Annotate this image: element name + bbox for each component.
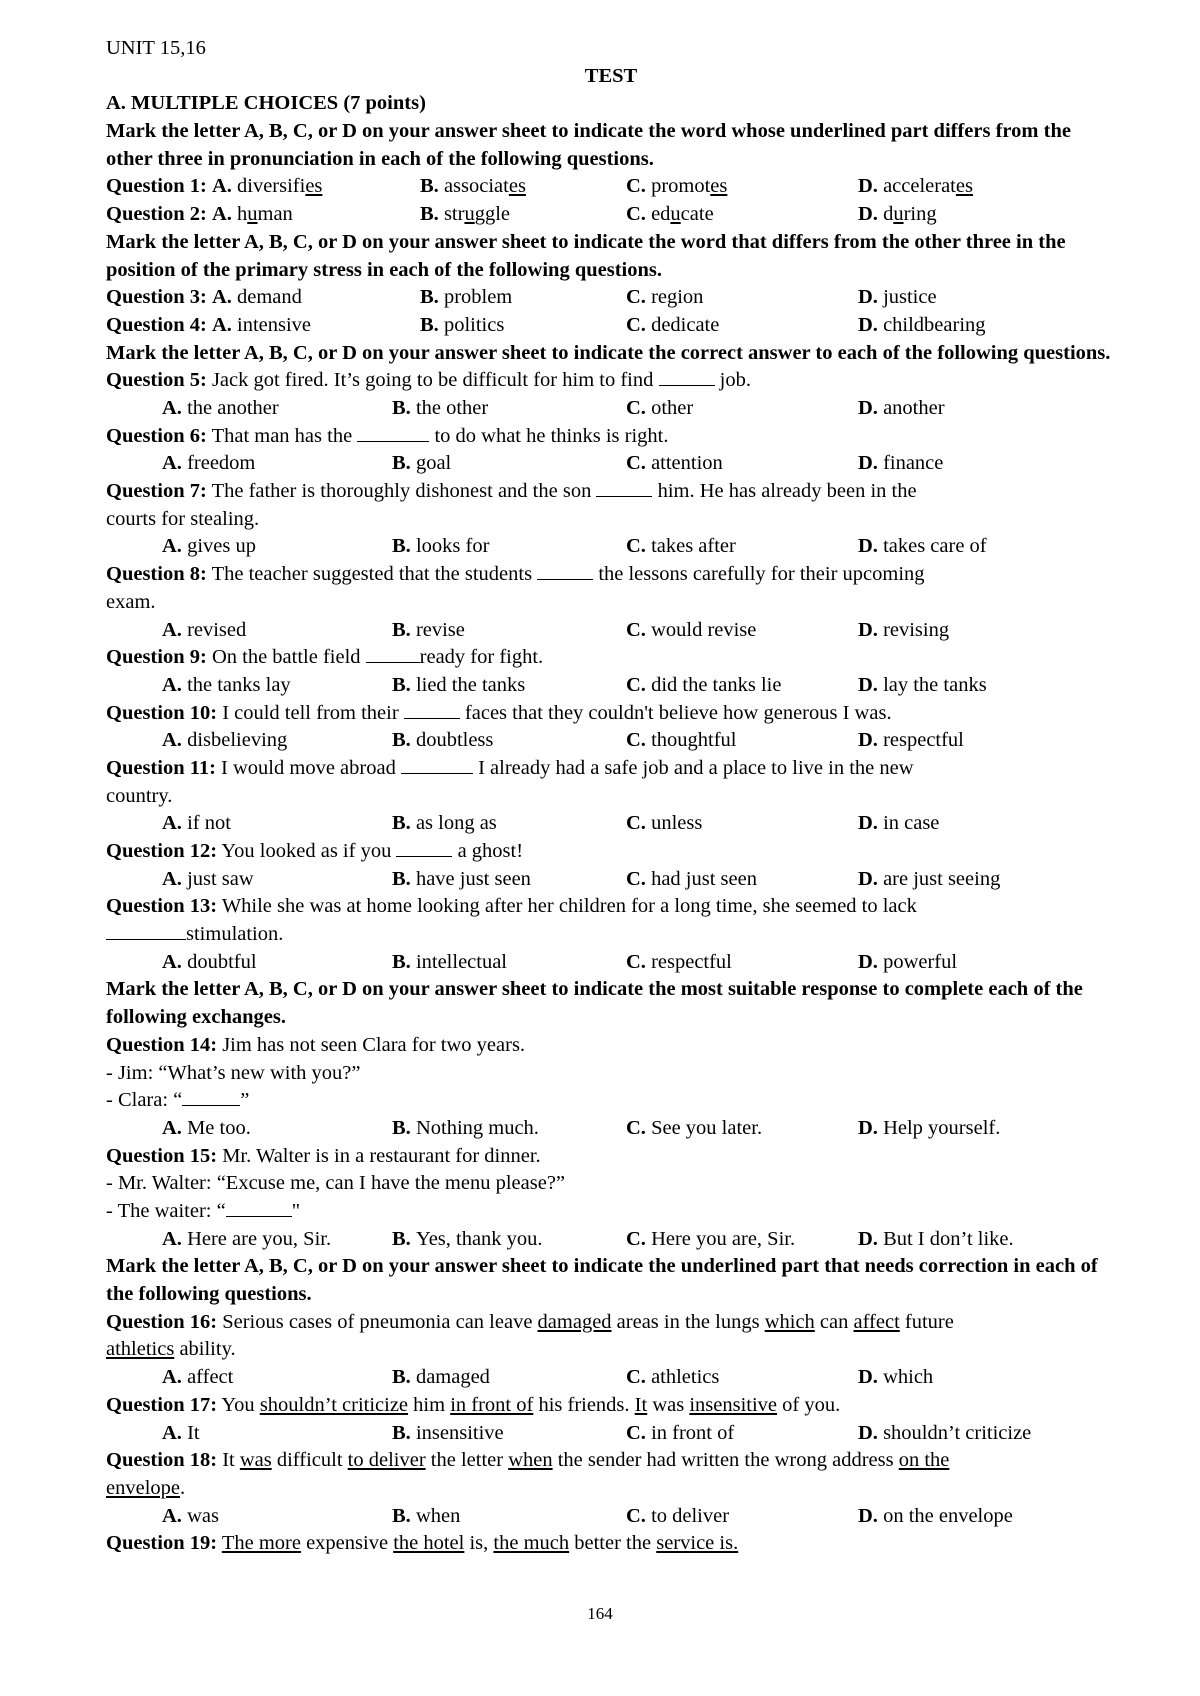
underlined-part: u: [670, 203, 681, 226]
instruction-pronunciation: Mark the letter A, B, C, or D on your answer sheet to indicate the word whose underlined part differs from the other three in pronunciation in each of the following questions.: [106, 120, 1071, 170]
option-text: dedicate: [651, 313, 720, 336]
underlined-part: service is.: [656, 1532, 739, 1555]
option-text: other: [651, 397, 694, 420]
option-letter: C.: [626, 950, 652, 973]
option-letter: A.: [162, 397, 188, 420]
option-text: lied the tanks: [415, 673, 526, 696]
option-text: h: [237, 203, 248, 226]
option-letter: D.: [858, 1116, 884, 1139]
underlined-part: es: [955, 175, 973, 198]
question-label: Question 9:: [106, 646, 207, 669]
option-text: revise: [415, 618, 465, 641]
dialogue-line: - Mr. Walter: “Excuse me, can I have the menu please?”: [106, 1172, 566, 1195]
question-15-options: [106, 1226, 1116, 1254]
option-text: just saw: [187, 867, 254, 890]
question-text: job.: [714, 369, 751, 392]
option-letter: B.: [392, 1421, 416, 1444]
question-text: I would move abroad: [215, 756, 401, 779]
question-text: It: [217, 1449, 240, 1472]
option-letter: D.: [858, 1504, 884, 1527]
option-letter: C.: [626, 673, 652, 696]
option-letter: A.: [211, 175, 237, 198]
instruction-error-correction: Mark the letter A, B, C, or D on your answer sheet to indicate the underlined part that needs correction in each of the following questions.: [106, 1255, 1098, 1306]
option-letter: A.: [162, 452, 188, 475]
option-text: had just seen: [651, 867, 757, 890]
option-text: insensitive: [415, 1421, 504, 1444]
section-a-heading: A. MULTIPLE CHOICES (7 points): [106, 92, 426, 115]
option-text: associat: [443, 175, 509, 198]
question-label: Question 12:: [106, 840, 218, 863]
question-text: ready for fight.: [419, 646, 544, 669]
underlined-part: the much: [493, 1532, 570, 1555]
option-text: in case: [883, 812, 940, 835]
question-label: Question 14:: [106, 1033, 218, 1056]
option-letter: C.: [626, 313, 652, 336]
answer-blank: [106, 921, 186, 940]
question-text: the letter: [425, 1449, 509, 1472]
option-letter: B.: [392, 452, 416, 475]
question-text: expensive: [300, 1532, 394, 1555]
question-label: Question 15:: [106, 1144, 218, 1167]
option-text: But I don’t like.: [883, 1227, 1014, 1250]
option-letter: B.: [392, 673, 416, 696]
question-6-stem: [106, 423, 1116, 451]
option-text: See you later.: [651, 1116, 763, 1139]
option-text: demand: [237, 286, 302, 309]
question-text: to do what he thinks is right.: [429, 424, 669, 447]
option-letter: D.: [858, 203, 884, 226]
question-text: Serious cases of pneumonia can leave: [217, 1310, 538, 1333]
option-letter: D.: [858, 812, 884, 835]
option-text: looks for: [415, 535, 490, 558]
option-letter: A.: [162, 729, 188, 752]
question-text: stimulation.: [186, 923, 284, 946]
underlined-part: to deliver: [347, 1449, 426, 1472]
question-text: The teacher suggested that the students: [206, 563, 538, 586]
answer-blank: [366, 644, 420, 663]
underlined-part: was: [239, 1449, 272, 1472]
option-letter: D.: [858, 175, 884, 198]
question-text: his friends.: [533, 1393, 635, 1416]
underlined-part: damaged: [537, 1310, 612, 1333]
option-text: which: [883, 1366, 934, 1389]
option-letter: B.: [392, 618, 416, 641]
instruction-correct-answer: Mark the letter A, B, C, or D on your answer sheet to indicate the correct answer to each of the following questions.: [106, 341, 1111, 364]
option-text: ring: [903, 203, 937, 226]
dialogue-line: [106, 1087, 1116, 1115]
option-text: childbearing: [883, 313, 986, 336]
option-text: Help yourself.: [883, 1116, 1001, 1139]
question-text: better the: [569, 1532, 657, 1555]
option-letter: D.: [858, 867, 884, 890]
option-text: lay the tanks: [883, 673, 987, 696]
question-text: On the battle field: [206, 646, 366, 669]
option-letter: B.: [392, 1504, 416, 1527]
option-letter: D.: [858, 286, 884, 309]
question-17-options: [106, 1420, 1116, 1448]
question-text: areas in the lungs: [611, 1310, 765, 1333]
option-letter: A.: [162, 1504, 188, 1527]
option-text: ed: [651, 203, 671, 226]
question-6-options: [106, 450, 1116, 478]
option-text: respectful: [651, 950, 732, 973]
question-label: Question 1:: [106, 175, 207, 198]
option-text: powerful: [883, 950, 958, 973]
option-text: Here you are, Sir.: [651, 1227, 796, 1250]
question-18-stem-cont: [106, 1475, 1116, 1503]
option-text: affect: [187, 1366, 234, 1389]
option-text: politics: [443, 313, 505, 336]
option-letter: A.: [211, 286, 237, 309]
question-12-options: [106, 866, 1116, 894]
underlined-part: It: [634, 1393, 648, 1416]
underlined-part: on the: [898, 1449, 950, 1472]
option-letter: B.: [392, 397, 416, 420]
question-text: Jack got fired. It’s going to be difficult for him to find: [206, 369, 659, 392]
question-7-stem: [106, 478, 1116, 506]
option-letter: D.: [858, 1366, 884, 1389]
option-letter: A.: [162, 618, 188, 641]
option-text: doubtful: [187, 950, 257, 973]
question-label: Question 3:: [106, 286, 207, 309]
option-text: accelerat: [883, 175, 956, 198]
question-label: Question 18:: [106, 1449, 218, 1472]
option-letter: C.: [626, 452, 652, 475]
question-11-stem: [106, 755, 1116, 783]
question-label: Question 8:: [106, 563, 207, 586]
option-letter: C.: [626, 729, 652, 752]
option-text: goal: [415, 452, 452, 475]
answer-blank: [659, 367, 715, 386]
question-16-options: [106, 1364, 1116, 1392]
option-text: revised: [187, 618, 247, 641]
question-text: I already had a safe job and a place to live in the new: [472, 756, 914, 779]
option-letter: B.: [420, 313, 444, 336]
option-letter: C.: [626, 618, 652, 641]
option-text: athletics: [651, 1366, 720, 1389]
option-text: respectful: [883, 729, 964, 752]
underlined-part: in front of: [450, 1393, 534, 1416]
question-text: him: [408, 1393, 451, 1416]
question-label: Question 7:: [106, 480, 207, 503]
underlined-part: which: [764, 1310, 815, 1333]
answer-blank: [182, 1087, 240, 1106]
question-text: him. He has already been in the: [652, 480, 917, 503]
question-text: .: [180, 1476, 186, 1499]
option-text: Nothing much.: [415, 1116, 539, 1139]
option-letter: C.: [626, 1421, 652, 1444]
answer-blank: [404, 700, 460, 719]
option-text: the other: [415, 397, 489, 420]
question-9-options: [106, 672, 1116, 700]
question-15-stem: [106, 1143, 1116, 1171]
question-7-stem-cont: courts for stealing.: [106, 507, 260, 530]
answer-blank: [357, 423, 429, 442]
underlined-part: es: [508, 175, 526, 198]
option-text: d: [883, 203, 894, 226]
question-text: of you.: [777, 1393, 841, 1416]
option-text: as long as: [415, 812, 497, 835]
option-letter: D.: [858, 397, 884, 420]
option-text: ggle: [474, 203, 510, 226]
question-text: You looked as if you: [217, 840, 397, 863]
option-text: to deliver: [651, 1504, 730, 1527]
document-body: [106, 35, 1116, 1558]
instruction-response: Mark the letter A, B, C, or D on your answer sheet to indicate the most suitable response to complete each of the following exchanges.: [106, 978, 1083, 1029]
option-text: disbelieving: [187, 729, 288, 752]
question-label: Question 16:: [106, 1310, 218, 1333]
underlined-part: es: [710, 175, 728, 198]
dialogue-line: - Jim: “What’s new with you?”: [106, 1061, 361, 1084]
option-text: another: [883, 397, 945, 420]
question-text: difficult: [271, 1449, 348, 1472]
option-letter: C.: [626, 175, 652, 198]
question-label: Question 10:: [106, 701, 218, 724]
question-11-options: [106, 810, 1116, 838]
option-letter: B.: [392, 950, 416, 973]
question-1: [106, 173, 1116, 201]
question-8-options: [106, 617, 1116, 645]
option-letter: C.: [626, 1227, 652, 1250]
option-letter: B.: [420, 175, 444, 198]
option-letter: D.: [858, 452, 884, 475]
test-title: TEST: [584, 64, 638, 87]
question-7-options: [106, 533, 1116, 561]
question-13-options: [106, 949, 1116, 977]
question-text: ability.: [174, 1338, 236, 1361]
option-letter: C.: [626, 867, 652, 890]
question-9-stem: [106, 644, 1116, 672]
option-text: when: [415, 1504, 461, 1527]
option-text: takes care of: [883, 535, 987, 558]
option-text: the another: [187, 397, 279, 420]
option-text: cate: [680, 203, 714, 226]
question-text: The father is thoroughly dishonest and the son: [206, 480, 597, 503]
question-text: is,: [464, 1532, 494, 1555]
option-letter: B.: [420, 286, 444, 309]
option-text: shouldn’t criticize: [883, 1421, 1032, 1444]
option-letter: B.: [392, 1227, 416, 1250]
question-text: Mr. Walter is in a restaurant for dinner.: [217, 1144, 541, 1167]
question-19-stem: [106, 1530, 1116, 1558]
option-text: in front of: [651, 1421, 735, 1444]
underlined-part: affect: [853, 1310, 900, 1333]
dialogue-text: - The waiter: “: [106, 1199, 226, 1222]
underlined-part: u: [893, 203, 904, 226]
option-letter: C.: [626, 1504, 652, 1527]
option-text: on the envelope: [883, 1504, 1013, 1527]
option-letter: B.: [392, 867, 416, 890]
answer-blank: [401, 755, 473, 774]
question-8-stem: [106, 561, 1116, 589]
question-11-stem-cont: country.: [106, 784, 173, 807]
question-2: [106, 201, 1116, 229]
option-text: unless: [651, 812, 703, 835]
option-letter: A.: [162, 1366, 188, 1389]
option-letter: C.: [626, 286, 652, 309]
dialogue-line: [106, 1198, 1116, 1226]
option-text: the tanks lay: [187, 673, 291, 696]
dialogue-text: ”: [240, 1089, 250, 1112]
option-letter: B.: [392, 535, 416, 558]
option-letter: B.: [392, 1366, 416, 1389]
question-text: You: [217, 1393, 260, 1416]
option-text: thoughtful: [651, 729, 737, 752]
option-text: finance: [883, 452, 944, 475]
option-letter: A.: [162, 950, 188, 973]
underlined-part: shouldn’t criticize: [259, 1393, 409, 1416]
underlined-part: u: [247, 203, 258, 226]
option-text: revising: [883, 618, 950, 641]
option-letter: A.: [162, 867, 188, 890]
question-label: Question 2:: [106, 203, 207, 226]
page-number: 164: [587, 1604, 613, 1623]
option-text: are just seeing: [883, 867, 1001, 890]
question-16-stem: [106, 1309, 1116, 1337]
option-text: did the tanks lie: [651, 673, 782, 696]
option-text: if not: [187, 812, 231, 835]
question-18-stem: [106, 1447, 1116, 1475]
answer-blank: [596, 478, 652, 497]
option-letter: D.: [858, 618, 884, 641]
option-text: promot: [651, 175, 711, 198]
question-5-stem: [106, 367, 1116, 395]
option-text: was: [187, 1504, 219, 1527]
question-4: [106, 312, 1116, 340]
option-text: problem: [443, 286, 513, 309]
question-label: Question 4:: [106, 313, 207, 336]
underlined-part: es: [305, 175, 323, 198]
underlined-part: insensitive: [689, 1393, 778, 1416]
question-text: future: [899, 1310, 954, 1333]
option-text: freedom: [187, 452, 256, 475]
question-13-stem-cont: [106, 921, 1116, 949]
option-text: It: [187, 1421, 200, 1444]
underlined-part: when: [508, 1449, 553, 1472]
question-16-stem-cont: [106, 1336, 1116, 1364]
option-text: intellectual: [415, 950, 508, 973]
question-text: Jim has not seen Clara for two years.: [217, 1033, 526, 1056]
question-label: Question 19:: [106, 1532, 218, 1555]
option-letter: C.: [626, 812, 652, 835]
option-letter: D.: [858, 535, 884, 558]
option-text: have just seen: [415, 867, 531, 890]
question-17-stem: [106, 1392, 1116, 1420]
option-letter: C.: [626, 1116, 652, 1139]
question-text: I could tell from their: [217, 701, 404, 724]
instruction-stress: Mark the letter A, B, C, or D on your answer sheet to indicate the word that differs from the other three in the position of the primary stress in each of the following questions.: [106, 230, 1066, 281]
option-letter: A.: [162, 673, 188, 696]
option-text: Yes, thank you.: [415, 1227, 543, 1250]
option-letter: D.: [858, 1227, 884, 1250]
question-text: While she was at home looking after her children for a long time, she seemed to lack: [217, 895, 917, 918]
option-letter: B.: [392, 812, 416, 835]
option-letter: C.: [626, 397, 652, 420]
question-18-options: [106, 1503, 1116, 1531]
option-letter: A.: [162, 812, 188, 835]
answer-blank: [396, 838, 452, 857]
question-14-options: [106, 1115, 1116, 1143]
underlined-part: The more: [221, 1532, 301, 1555]
option-text: diversifi: [237, 175, 306, 198]
question-10-stem: [106, 700, 1116, 728]
option-text: intensive: [237, 313, 312, 336]
question-text: was: [647, 1393, 690, 1416]
answer-blank: [226, 1198, 292, 1217]
option-text: damaged: [415, 1366, 490, 1389]
dialogue-text: - Clara: “: [106, 1089, 183, 1112]
option-letter: C.: [626, 203, 652, 226]
question-3: [106, 284, 1116, 312]
question-label: Question 17:: [106, 1393, 218, 1416]
option-letter: B.: [392, 1116, 416, 1139]
option-letter: D.: [858, 729, 884, 752]
question-label: Question 6:: [106, 424, 207, 447]
question-8-stem-cont: exam.: [106, 590, 156, 613]
option-text: Here are you, Sir.: [187, 1227, 332, 1250]
question-text: can: [814, 1310, 854, 1333]
option-text: Me too.: [187, 1116, 251, 1139]
option-letter: B.: [420, 203, 444, 226]
question-13-stem: [106, 893, 1116, 921]
option-letter: D.: [858, 313, 884, 336]
underlined-part: envelope: [106, 1476, 180, 1499]
option-letter: A.: [211, 313, 237, 336]
option-letter: D.: [858, 950, 884, 973]
underlined-part: athletics: [106, 1338, 175, 1361]
option-letter: B.: [392, 729, 416, 752]
dialogue-text: ": [291, 1199, 301, 1222]
option-letter: D.: [858, 1421, 884, 1444]
answer-blank: [537, 561, 593, 580]
question-label: Question 11:: [106, 756, 216, 779]
question-5-options: [106, 395, 1116, 423]
option-text: justice: [883, 286, 937, 309]
question-14-stem: [106, 1032, 1116, 1060]
question-label: Question 5:: [106, 369, 207, 392]
underlined-part: u: [464, 203, 475, 226]
option-letter: A.: [211, 203, 237, 226]
option-letter: A.: [162, 535, 188, 558]
option-letter: C.: [626, 535, 652, 558]
unit-heading: UNIT 15,16: [106, 37, 206, 59]
option-text: takes after: [651, 535, 736, 558]
question-text: the sender had written the wrong address: [552, 1449, 899, 1472]
option-text: attention: [651, 452, 723, 475]
question-10-options: [106, 727, 1116, 755]
question-12-stem: [106, 838, 1116, 866]
option-text: region: [651, 286, 704, 309]
option-letter: A.: [162, 1116, 188, 1139]
option-text: gives up: [187, 535, 256, 558]
question-text: faces that they couldn't believe how generous I was.: [459, 701, 892, 724]
underlined-part: the hotel: [393, 1532, 465, 1555]
option-letter: A.: [162, 1227, 188, 1250]
option-text: doubtless: [415, 729, 494, 752]
question-text: the lessons carefully for their upcoming: [593, 563, 925, 586]
option-letter: C.: [626, 1366, 652, 1389]
option-text: would revise: [651, 618, 757, 641]
question-text: That man has the: [206, 424, 358, 447]
option-text: man: [257, 203, 293, 226]
option-letter: D.: [858, 673, 884, 696]
option-text: str: [443, 203, 465, 226]
question-text: a ghost!: [452, 840, 524, 863]
option-letter: A.: [162, 1421, 188, 1444]
question-label: Question 13:: [106, 895, 218, 918]
